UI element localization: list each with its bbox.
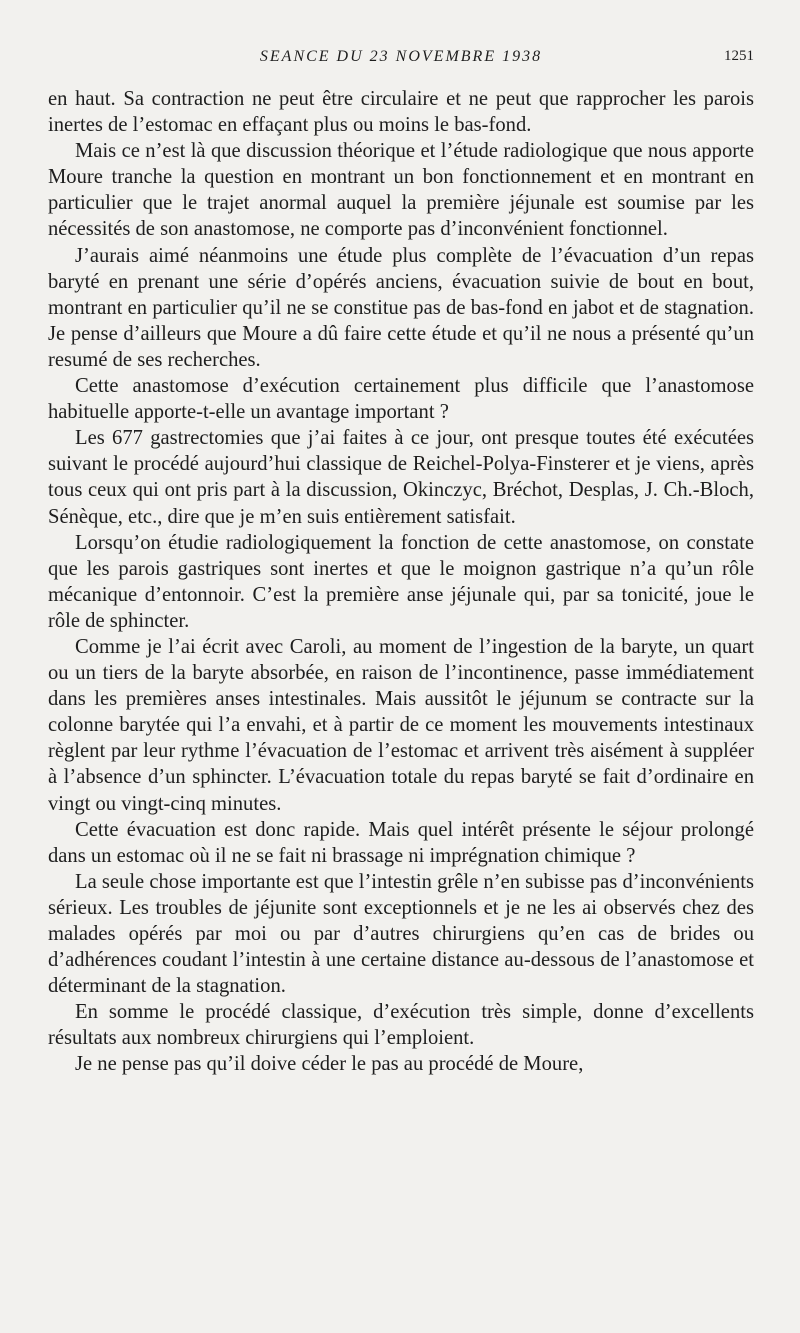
paragraph-4: Cette anastomose d’exécution certainement plus difficile que l’anastomose habituelle apporte-t-elle un avantage important ? <box>48 375 754 424</box>
paragraph-10: En somme le procédé classique, d’exécution très simple, donne d’excellents résultats aux nombreux chirurgiens qui l’emploient. <box>48 1001 754 1050</box>
paragraph-5: Les 677 gastrectomies que j’ai faites à ce jour, ont presque toutes été exécutées suivant le procédé aujourd’hui classique de Reichel-Polya-Finsterer et je viens, après tous ceux qui ont pris part à la discussion, Okinczyc, Bréchot, Desplas, J. Ch.-Bloch, Sénèque, etc., dire que je m’en suis entièrement satisfait. <box>48 427 754 528</box>
running-head <box>48 48 754 74</box>
page-number: 1251 <box>724 48 754 64</box>
paragraph-9: La seule chose importante est que l’intestin grêle n’en subisse pas d’inconvénients sérieux. Les troubles de jéjunite sont exceptionnels et je ne les ai observés chez des malades opérés par moi ou par d’autres chirurgiens qu’en cas de brides ou d’adhérences coudant l’intestin à une certaine distance au-dessous de l’anastomose et déterminant de la stagnation. <box>48 870 754 998</box>
body-text <box>48 86 754 1078</box>
paragraph-3: J’aurais aimé néanmoins une étude plus complète de l’évacuation d’un repas baryté en prenant une série d’opérés anciens, évacuation suivie de bout en bout, montrant en particulier qu’il ne se constitue pas de bas-fond en jabot et de stagnation. Je pense d’ailleurs que Moure a dû faire cette étude et qu’il ne nous a présenté qu’un resumé de ses recherches. <box>48 244 754 371</box>
paragraph-1: en haut. Sa contraction ne peut être circulaire et ne peut que rapprocher les parois inertes de l’estomac en effaçant plus ou moins le bas-fond. <box>48 88 754 137</box>
running-title: SEANCE DU 23 NOVEMBRE 1938 <box>259 48 543 65</box>
paragraph-2: Mais ce n’est là que discussion théorique et l’étude radiologique que nous apporte Moure tranche la question en montrant un bon fonctionnement et en montrant en particulier que le trajet anormal auquel la première jéjunale est soumise par les nécessités de son anastomose, ne comporte pas d’inconvénient fonctionnel. <box>48 140 754 241</box>
paragraph-11: Je ne pense pas qu’il doive céder le pas au procédé de Moure, <box>75 1053 584 1076</box>
paragraph-7: Comme je l’ai écrit avec Caroli, au moment de l’ingestion de la baryte, un quart ou un tiers de la baryte absorbée, en raison de l’incontinence, passe immédiatement dans les premières anses intestinales. Mais aussitôt le jéjunum se contracte sur la colonne barytée qui l’a envahi, et à partir de ce moment les mouvements intestinaux règlent par leur rythme l’évacuation de l’estomac et arrivent très aisément à suppléer à l’absence d’un sphincter. L’évacuation totale du repas baryté se fait d’ordinaire en vingt ou vingt-cinq minutes. <box>48 635 754 815</box>
paragraph-6: Lorsqu’on étudie radiologiquement la fonction de cette anastomose, on constate que les parois gastriques sont inertes et que le moignon gastrique n’a qu’un rôle mécanique d’entonnoir. C’est la première anse jéjunale qui, par sa tonicité, joue le rôle de sphincter. <box>48 531 754 632</box>
paragraph-8: Cette évacuation est donc rapide. Mais quel intérêt présente le séjour prolongé dans un estomac où il ne se fait ni brassage ni imprégnation chimique ? <box>48 818 754 867</box>
